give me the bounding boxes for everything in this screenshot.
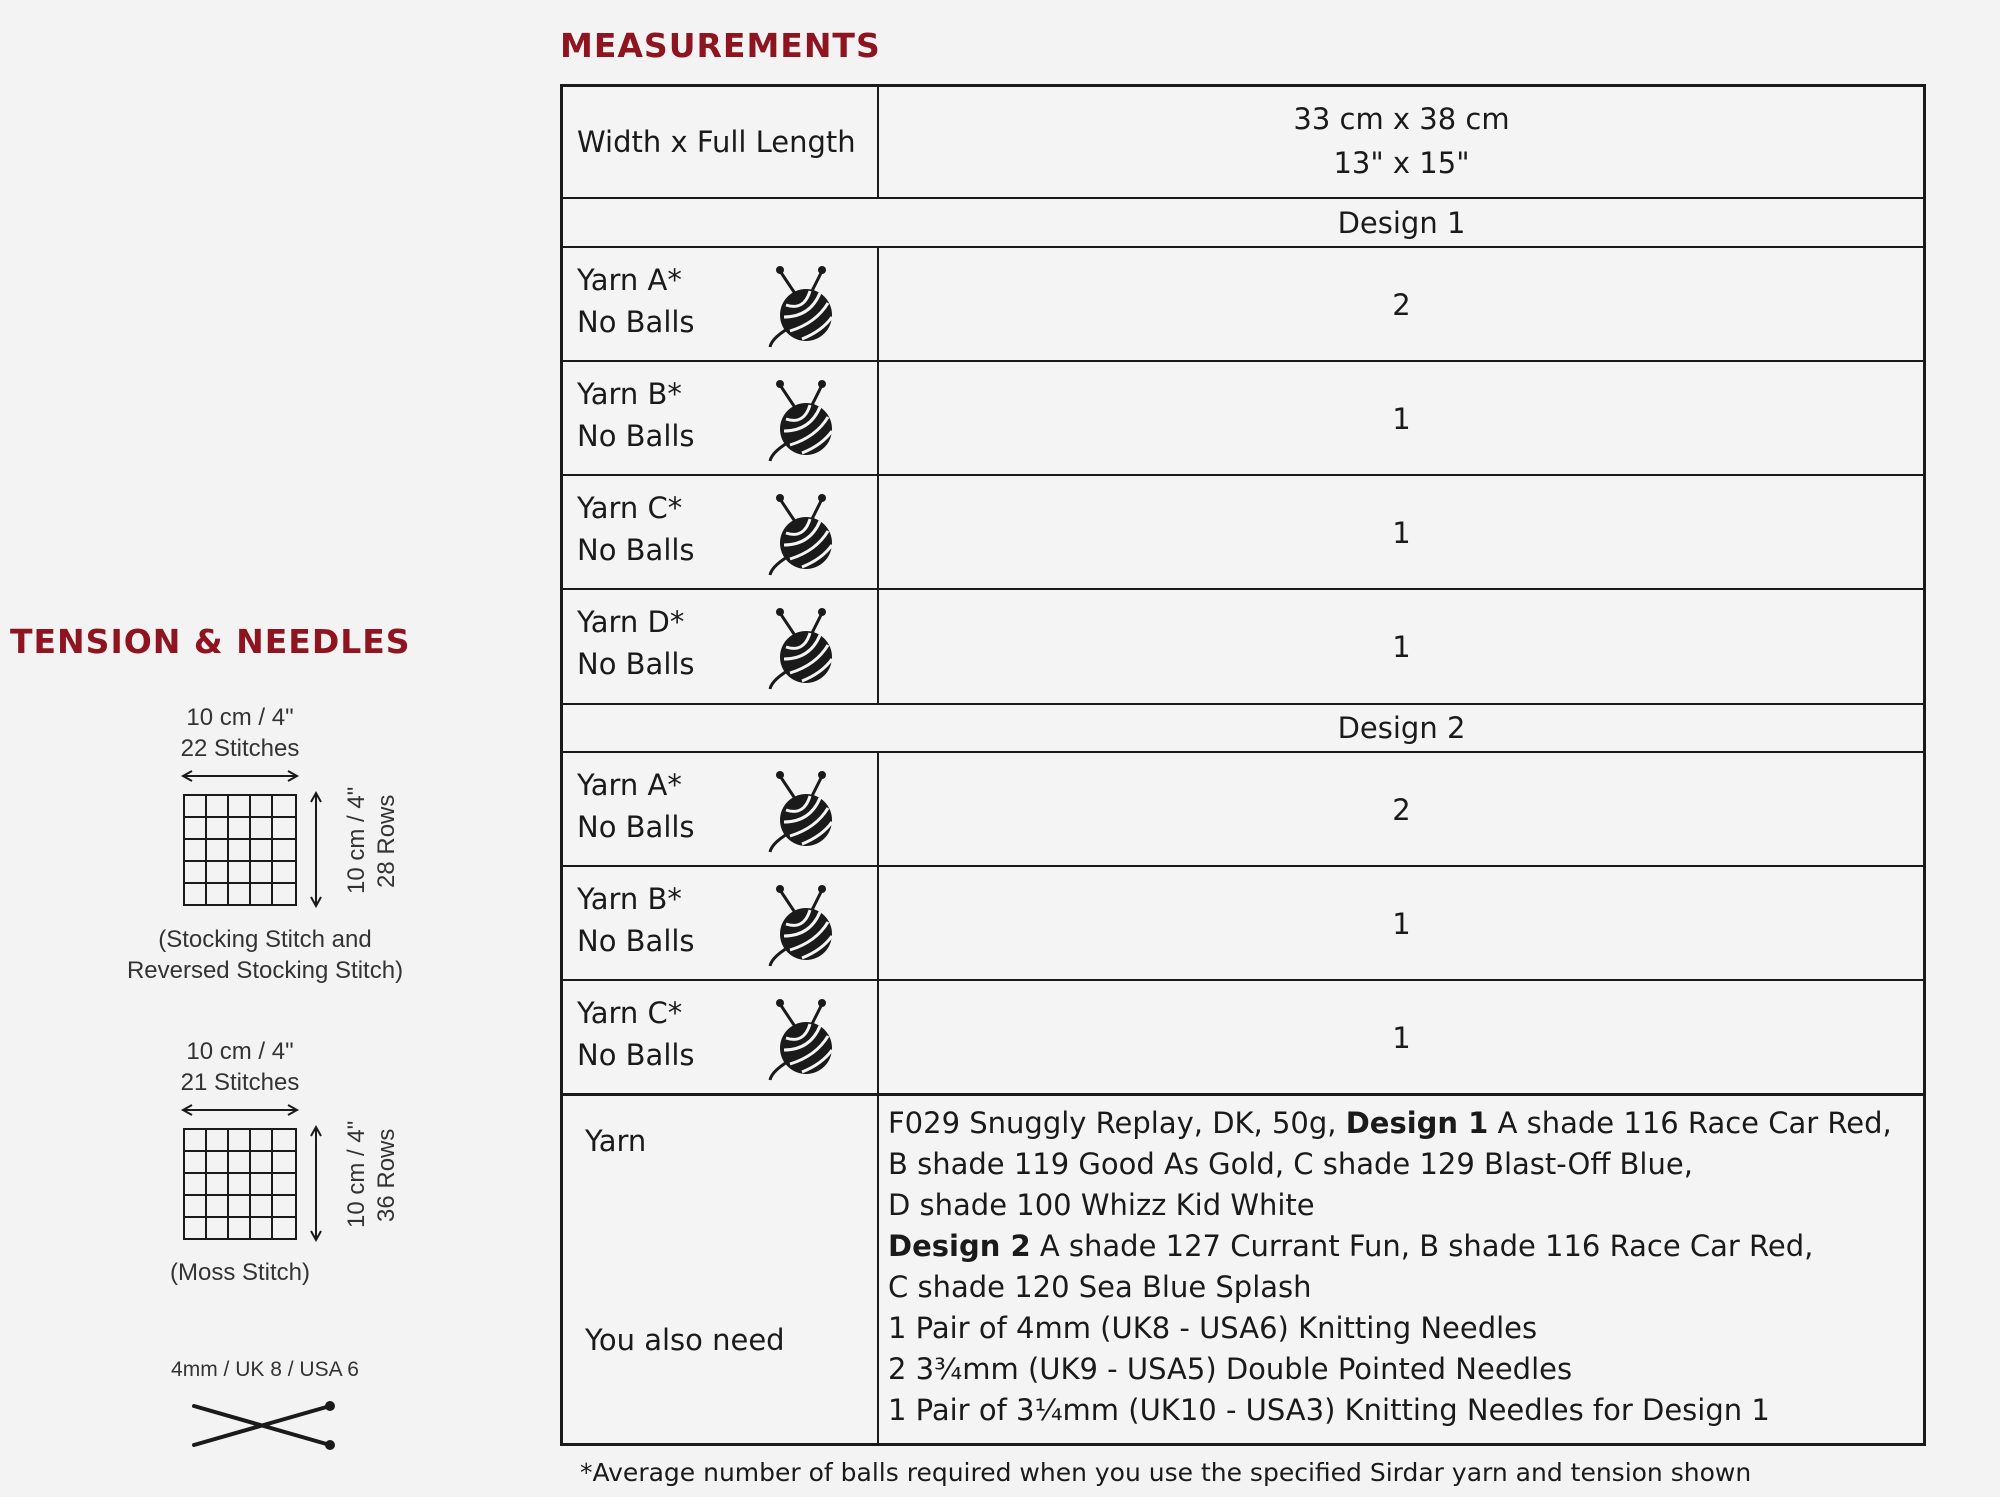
design1-yarn-a-value: 2 [1392,288,1411,322]
size-cm: 33 cm x 38 cm [1293,102,1510,136]
swatch1-height-label: 10 cm / 4" [343,786,370,894]
design2-yarn-a-label: Yarn A* [577,768,682,802]
yarn-ball-icon [766,996,842,1082]
yarn-ball-icon [766,491,842,577]
design1-yarn-b-label: Yarn B* [577,377,682,411]
design1-yarn-c-value: 1 [1392,516,1411,550]
design1-yarn-b-value: 1 [1392,402,1411,436]
yarn-details [888,1103,1892,1431]
yarn-line-1-text: F029 Snuggly Replay, DK, 50g, [888,1106,1346,1140]
swatch2-width-label: 10 cm / 4" [186,1038,294,1065]
size-label: Width x Full Length [577,125,856,159]
design2-yarn-a-balls-label: No Balls [577,810,695,844]
design1-yarn-b-balls-label: No Balls [577,419,695,453]
design1-yarn-c-label: Yarn C* [577,491,683,525]
footnote: *Average number of balls required when you use the specified Sirdar yarn and tension shown [580,1458,1752,1487]
yarn-line-5: C shade 120 Sea Blue Splash [888,1270,1312,1304]
swatch1-caption-line2: Reversed Stocking Stitch) [126,957,404,984]
needle-size-label: 4mm / UK 8 / USA 6 [171,1358,359,1381]
design1-yarn-a-label: Yarn A* [577,263,682,297]
design2-yarn-c-value: 1 [1392,1021,1411,1055]
needles-line-2: 2 3¾mm (UK9 - USA5) Double Pointed Needles [888,1352,1573,1386]
yarn-line-3: D shade 100 Whizz Kid White [888,1188,1315,1222]
yarn-line-1-shade: A shade 116 Race Car Red, [1488,1106,1892,1140]
design2-yarn-b-balls-label: No Balls [577,924,695,958]
size-in: 13" x 15" [1333,146,1470,180]
yarn-ball-icon [766,605,842,691]
yarn-label: Yarn [585,1124,647,1158]
swatch1-stitches: 22 Stitches [180,735,300,762]
yarn-ball-icon [766,263,842,349]
needles-line-1: 1 Pair of 4mm (UK8 - USA6) Knitting Needles [888,1311,1538,1345]
tension-needles-heading: TENSION & NEEDLES [10,622,411,661]
design1-yarn-d-balls-label: No Balls [577,647,695,681]
yarn-line-4-text: A shade 127 Currant Fun, B shade 116 Race Car Red, [1030,1229,1814,1263]
swatch1-width-label: 10 cm / 4" [186,704,294,731]
design1-yarn-d-value: 1 [1392,630,1411,664]
design1-title: Design 1 [1337,206,1466,240]
yarn-ball-icon [766,882,842,968]
design2-title: Design 2 [1337,711,1466,745]
measurements-heading: MEASUREMENTS [560,26,881,65]
swatch2-caption: (Moss Stitch) [169,1259,310,1286]
design2-yarn-c-label: Yarn C* [577,996,683,1030]
design1-yarn-d-label: Yarn D* [577,605,685,639]
swatch2-height-label: 10 cm / 4" [343,1120,370,1228]
needles-line-3: 1 Pair of 3¼mm (UK10 - USA3) Knitting Needles for Design 1 [888,1393,1770,1427]
swatch1-caption-line1: (Stocking Stitch and [158,926,372,953]
swatch2-rows: 36 Rows [373,1128,400,1222]
yarn-line-1-design1: Design 1 [1345,1106,1489,1140]
needles-icon [188,1396,338,1452]
design2-yarn-a-value: 2 [1392,793,1411,827]
yarn-ball-icon [766,377,842,463]
yarn-line-1 [888,1103,1892,1144]
design1-yarn-a-balls-label: No Balls [577,305,695,339]
yarn-line-4-design2: Design 2 [888,1229,1031,1263]
swatch2-stitches: 21 Stitches [180,1069,300,1096]
yarn-line-4 [888,1226,1892,1267]
design2-yarn-b-label: Yarn B* [577,882,682,916]
swatch1-grid-icon [178,768,328,908]
swatch2-grid-icon [178,1102,328,1242]
swatch1-rows: 28 Rows [373,794,400,888]
design2-yarn-c-balls-label: No Balls [577,1038,695,1072]
also-need-label: You also need [585,1323,785,1357]
measurements-table [560,84,1926,1446]
design2-yarn-b-value: 1 [1392,907,1411,941]
yarn-ball-icon [766,768,842,854]
yarn-line-2: B shade 119 Good As Gold, C shade 129 Blast-Off Blue, [888,1147,1693,1181]
design1-yarn-c-balls-label: No Balls [577,533,695,567]
